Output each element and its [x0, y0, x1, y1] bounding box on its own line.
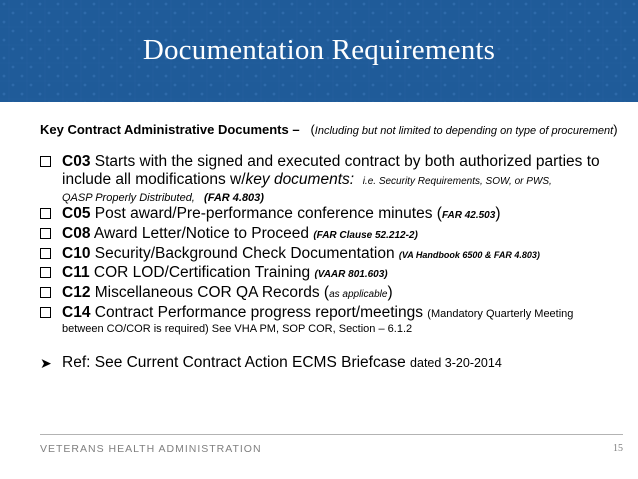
- intro-close: ): [613, 122, 618, 137]
- item-code: C11: [62, 264, 90, 281]
- list-item-c12: [40, 284, 625, 304]
- item-close: ): [495, 205, 501, 222]
- checkbox-icon: [40, 267, 51, 278]
- item-code: C14: [62, 304, 91, 321]
- arrow-bullet-icon: ➤: [40, 355, 52, 371]
- item-sub1: i.e. Security Requirements, SOW, or PWS,: [362, 176, 552, 187]
- item-text: COR LOD/Certification Training: [93, 264, 311, 281]
- item-sub-line: [62, 191, 625, 205]
- list-item-c14: [40, 304, 625, 336]
- intro-line: [40, 122, 625, 139]
- checkbox-icon: [40, 156, 51, 167]
- list-item-c08: [40, 225, 625, 245]
- page-number: 15: [613, 443, 623, 454]
- checkbox-icon: [40, 248, 51, 259]
- footer-text: VETERANS HEALTH ADMINISTRATION: [40, 443, 262, 455]
- intro-note: Including but not limited to depending on type of procurement: [314, 125, 614, 137]
- intro-open: (: [310, 122, 315, 137]
- checkbox-icon: [40, 287, 51, 298]
- list-item-c05: [40, 205, 625, 225]
- slide-body: [40, 122, 625, 372]
- item-close: ): [387, 284, 393, 301]
- item-note2: between CO/COR is required) See VHA PM, SOP COR, Section – 6.1.2: [62, 323, 413, 335]
- item-text: Award Letter/Notice to Proceed: [93, 225, 309, 242]
- checkbox-icon: [40, 307, 51, 318]
- item-text: Contract Performance progress report/meetings: [94, 304, 423, 321]
- item-note1: (Mandatory Quarterly Meeting: [427, 308, 574, 320]
- item-code: C10: [62, 245, 91, 262]
- item-ref: (FAR Clause 52.212-2): [313, 230, 418, 241]
- intro-heading: Key Contract Administrative Documents –: [40, 122, 300, 137]
- list-item-c10: [40, 245, 625, 264]
- item-ref: as applicable: [329, 289, 388, 300]
- footer-divider: [40, 434, 623, 435]
- item-sub3: (FAR 4.803): [204, 192, 264, 204]
- item-text-italic: key documents:: [245, 171, 355, 188]
- reference-date: dated 3-20-2014: [410, 356, 502, 370]
- item-code: C05: [62, 205, 91, 222]
- item-text: Miscellaneous COR QA Records (: [94, 284, 330, 301]
- item-code: C03: [62, 153, 91, 170]
- item-code: C12: [62, 284, 91, 301]
- item-text: Starts with the signed and executed contract by both authorized parties to include all modifications w/: [62, 153, 600, 188]
- item-text: Post award/Pre-performance conference minutes (: [94, 205, 442, 222]
- item-ref: (VA Handbook 6500 & FAR 4.803): [398, 250, 540, 260]
- title-banner: [0, 0, 638, 102]
- slide-title: Documentation Requirements: [142, 34, 496, 66]
- item-code: C08: [62, 225, 91, 242]
- item-ref: FAR 42.503: [441, 210, 496, 221]
- list-item-c03: [40, 153, 625, 205]
- reference-line: [40, 354, 625, 372]
- checkbox-icon: [40, 208, 51, 219]
- checkbox-icon: [40, 228, 51, 239]
- list-item-c11: [40, 264, 625, 284]
- item-ref: (VAAR 801.603): [314, 269, 388, 280]
- item-sub2: QASP Properly Distributed,: [62, 192, 195, 204]
- reference-text: Ref: See Current Contract Action ECMS Briefcase: [62, 354, 406, 371]
- item-text: Security/Background Check Documentation: [94, 245, 395, 262]
